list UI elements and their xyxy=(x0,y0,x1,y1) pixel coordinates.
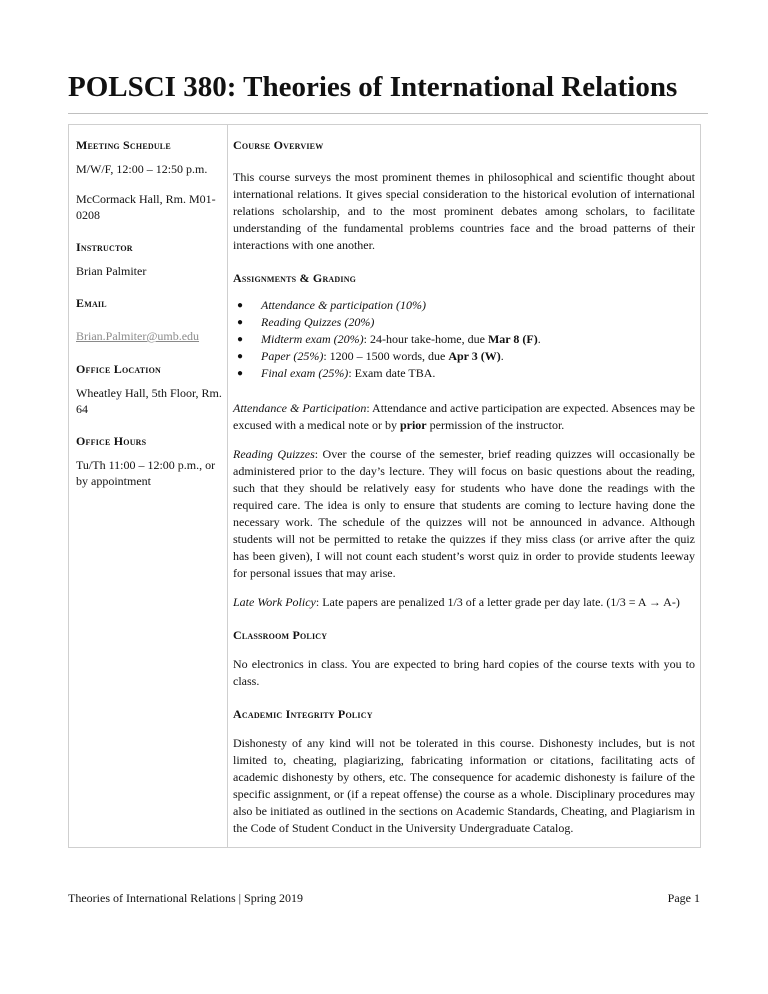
classroom-policy-text: No electronics in class. You are expected to bring hard copies of the course texts with you to class. xyxy=(233,657,695,688)
title-divider xyxy=(68,113,708,114)
quizzes-policy: Reading Quizzes: Over the course of the semester, brief reading quizzes will occasionally be administered prior to the day’s lecture. They will focus on basic questions about the reading, such that they should be relatively easy for students who have done the readings with the required care. The idea is only to ensure that students are coming to lecture having done the necessary work. The schedule of the quizzes will not be announced in advance. Although students will not be permitted to retake the quizzes if they miss class (or arrive after the quiz has been given), I will not count each student’s worst quiz in order to provide students leeway for personal issues that may arise. xyxy=(233,447,696,580)
meeting-schedule-heading: Meeting Schedule xyxy=(76,138,171,152)
office-hours: Tu/Th 11:00 – 12:00 p.m., or by appointment xyxy=(76,458,216,488)
meeting-time: M/W/F, 12:00 – 12:50 p.m. xyxy=(76,162,208,176)
bullet-icon: ● xyxy=(237,368,244,379)
grading-item: ● Reading Quizzes (20%) xyxy=(237,315,375,329)
office-hours-heading: Office Hours xyxy=(76,434,147,448)
classroom-policy-heading: Classroom Policy xyxy=(233,628,328,642)
course-overview-heading: Course Overview xyxy=(233,138,324,152)
sidebar-column xyxy=(76,137,224,503)
assignments-heading: Assignments & Grading xyxy=(233,271,357,285)
grading-item: ● Final exam (25%): Exam date TBA. xyxy=(237,366,436,380)
main-column xyxy=(233,137,695,849)
bullet-icon: ● xyxy=(237,334,244,345)
bullet-icon: ● xyxy=(237,317,244,328)
bullet-icon: ● xyxy=(237,351,244,362)
grading-list xyxy=(233,297,695,382)
instructor-heading: Instructor xyxy=(76,240,133,254)
grading-item: ● Paper (25%): 1200 – 1500 words, due Apr 3 (W). xyxy=(237,349,504,363)
integrity-policy-heading: Academic Integrity Policy xyxy=(233,707,373,721)
grading-item: ● Attendance & participation (10%) xyxy=(237,298,426,312)
late-work-policy: Late Work Policy: Late papers are penalized 1/3 of a letter grade per day late. (1/3 = A → A-) xyxy=(233,595,680,609)
email-heading: Email xyxy=(76,296,107,310)
instructor-name: Brian Palmiter xyxy=(76,264,147,278)
grading-item: ● Midterm exam (20%): 24-hour take-home, due Mar 8 (F). xyxy=(237,332,541,346)
meeting-location: McCormack Hall, Rm. M01-0208 xyxy=(76,192,216,222)
email-link[interactable]: Brian.Palmiter@umb.edu xyxy=(76,329,200,343)
footer-course-term: Theories of International Relations | Spring 2019 xyxy=(68,891,304,905)
footer-page-number: Page 1 xyxy=(667,891,700,905)
attendance-policy: Attendance & Participation: Attendance and active participation are expected. Absences may be excused with a medical note or by prior permission of the instructor. xyxy=(233,401,695,432)
office-location: Wheatley Hall, 5th Floor, Rm. 64 xyxy=(76,386,222,416)
bullet-icon: ● xyxy=(237,300,244,311)
page-title: POLSCI 380: Theories of International Relations xyxy=(68,71,678,103)
integrity-policy-text: Dishonesty of any kind will not be tolerated in this course. Dishonesty includes, but is not limited to, cheating, plagiarizing, fabricating information or citations, facilitating acts of academic dishonesty by others, etc. The consequence for academic dishonesty is failure of the specific assignment, or (if a repeat offense) the course as a whole. Disciplinary procedures may also be initiated as outlined in the sections on Academic Standards, Cheating, and Plagiarism in the Code of Student Conduct in the University Undergraduate Catalog. xyxy=(233,736,695,835)
course-overview-text: This course surveys the most prominent themes in philosophical and scientific thought about international relations. It gives special consideration to the historical evolution of international relations scholarship, and to the most prominent debates among scholars, to facilitate understanding of the fundamental problems countries face and the broad patterns of their interactions with one another. xyxy=(233,170,695,252)
column-divider xyxy=(227,125,228,847)
office-location-heading: Office Location xyxy=(76,362,161,376)
